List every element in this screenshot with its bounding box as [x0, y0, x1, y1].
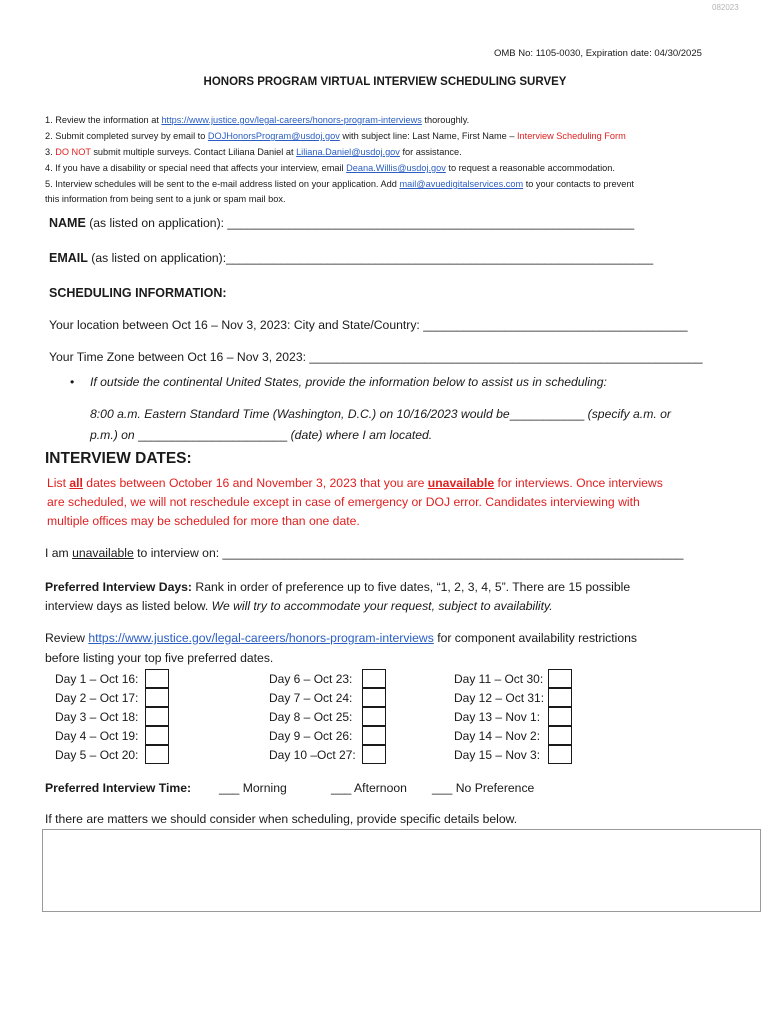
unavailable-emphasis: unavailable — [427, 476, 495, 490]
location-field — [49, 318, 688, 332]
conversion-text: (date) where I am located. — [287, 428, 433, 442]
local-date-input-line[interactable]: ______________________ — [138, 428, 288, 442]
instruction-text: to your contacts to prevent — [523, 179, 634, 189]
instruction-4 — [45, 163, 615, 173]
para-text: dates between October 16 and November 3, 2023 that you are — [82, 476, 428, 490]
preferred-days-line2 — [45, 599, 553, 613]
instruction-text: 3. — [45, 147, 56, 157]
instruction-text: thoroughly. — [421, 115, 470, 125]
honors-interviews-link[interactable]: https://www.justice.gov/legal-careers/honors-program-interviews — [161, 115, 422, 125]
local-time-input-line[interactable]: ___________ — [509, 407, 585, 421]
instruction-text: to request a reasonable accommodation. — [445, 163, 615, 173]
day-label: Day 4 – Oct 19: — [55, 729, 139, 743]
do-not-text: DO NOT — [55, 147, 91, 157]
instruction-5-line2: this information from being sent to a junk or spam mail box. — [45, 194, 286, 204]
day-14-rank-box[interactable] — [548, 726, 572, 745]
liliana-email-link[interactable]: Liliana.Daniel@usdoj.gov — [296, 147, 400, 157]
day-13-rank-box[interactable] — [548, 707, 572, 726]
avue-email-link[interactable]: mail@avuedigitalservices.com — [399, 179, 524, 189]
instruction-text: 1. Review the information at — [45, 115, 162, 125]
instruction-text: 5. Interview schedules will be sent to the e-mail address listed on your application. Add — [45, 179, 400, 189]
preferred-days-label: Preferred Interview Days: — [45, 580, 192, 594]
matters-label: If there are matters we should consider when scheduling, provide specific details below. — [45, 812, 518, 826]
review-line1 — [45, 631, 637, 645]
unavailable-label: I am — [45, 546, 73, 560]
morning-blank[interactable]: ___ — [219, 781, 240, 795]
morning-option[interactable] — [219, 781, 287, 795]
timezone-input-line[interactable]: __________________________________________________________ — [309, 350, 703, 364]
deana-email-link[interactable]: Deana.Willis@usdoj.gov — [346, 163, 446, 173]
location-label: Your location between Oct 16 – Nov 3, 2023: City and State/Country: — [49, 318, 424, 332]
instruction-2 — [45, 131, 626, 141]
timezone-label: Your Time Zone between Oct 16 – Nov 3, 2023: — [49, 350, 310, 364]
instruction-5 — [45, 179, 634, 189]
day-4-rank-box[interactable] — [145, 726, 169, 745]
day-label: Day 9 – Oct 26: — [269, 729, 353, 743]
location-input-line[interactable]: _______________________________________ — [423, 318, 688, 332]
instruction-3 — [45, 147, 462, 157]
day-label: Day 3 – Oct 18: — [55, 710, 139, 724]
interview-dates-para-1 — [47, 476, 663, 490]
instruction-text: 4. If you have a disability or special need that affects your interview, email — [45, 163, 347, 173]
subject-line-text: Interview Scheduling Form — [516, 131, 626, 141]
conversion-text: (specify a.m. or — [584, 407, 671, 421]
conversion-text: 8:00 a.m. Eastern Standard Time (Washington, D.C.) on 10/16/2023 would be — [90, 407, 510, 421]
name-field — [49, 216, 634, 230]
instruction-text: submit multiple surveys. Contact Liliana Daniel at — [90, 147, 297, 157]
review-honors-link[interactable]: https://www.justice.gov/legal-careers/honors-program-interviews — [88, 631, 434, 645]
day-12-rank-box[interactable] — [548, 688, 572, 707]
email-label: EMAIL — [49, 251, 88, 265]
bullet-text: If outside the continental United States, provide the information below to assist us in scheduling: — [90, 375, 607, 389]
afternoon-option[interactable] — [331, 781, 407, 795]
bullet-item — [70, 375, 607, 389]
interview-dates-heading: INTERVIEW DATES: — [45, 450, 192, 467]
day-label: Day 7 – Oct 24: — [269, 691, 353, 705]
day-7-rank-box[interactable] — [362, 688, 386, 707]
name-sublabel: (as listed on application): — [85, 216, 228, 230]
doj-honors-email-link[interactable]: DOJHonorsProgram@usdoj.gov — [207, 131, 340, 141]
all-emphasis: all — [69, 476, 83, 490]
day-11-rank-box[interactable] — [548, 669, 572, 688]
afternoon-blank[interactable]: ___ — [331, 781, 352, 795]
day-15-rank-box[interactable] — [548, 745, 572, 764]
scheduling-heading: SCHEDULING INFORMATION: — [49, 286, 227, 300]
instruction-1 — [45, 115, 469, 125]
para-text: List — [47, 476, 70, 490]
day-label: Day 2 – Oct 17: — [55, 691, 139, 705]
afternoon-label: Afternoon — [351, 781, 407, 795]
day-2-rank-box[interactable] — [145, 688, 169, 707]
bullet-icon: • — [70, 375, 75, 389]
preferred-days-text: interview days as listed below. — [45, 599, 212, 613]
scheduling-details-textbox[interactable] — [42, 829, 761, 912]
interview-dates-para-3: multiple offices may be scheduled for more than one date. — [47, 514, 360, 528]
time-conversion-line2 — [90, 428, 432, 442]
day-3-rank-box[interactable] — [145, 707, 169, 726]
day-10-rank-box[interactable] — [362, 745, 386, 764]
preferred-days-italic: We will try to accommodate your request, subject to availability. — [211, 599, 553, 613]
instruction-text: 2. Submit completed survey by email to — [45, 131, 208, 141]
day-label: Day 8 – Oct 25: — [269, 710, 353, 724]
omb-number: OMB No: 1105-0030, Expiration date: 04/30/2025 — [494, 48, 702, 59]
day-label: Day 15 – Nov 3: — [454, 748, 541, 762]
name-label: NAME — [49, 216, 86, 230]
email-sublabel: (as listed on application): — [87, 251, 227, 265]
unavailable-label: to interview on: — [133, 546, 223, 560]
no-preference-label: No Preference — [452, 781, 535, 795]
day-label: Day 12 – Oct 31: — [454, 691, 545, 705]
no-preference-option[interactable] — [432, 781, 534, 795]
unavailable-field — [45, 546, 683, 560]
page-title: HONORS PROGRAM VIRTUAL INTERVIEW SCHEDULING SURVEY — [203, 76, 567, 88]
email-field — [49, 251, 653, 265]
day-8-rank-box[interactable] — [362, 707, 386, 726]
no-preference-blank[interactable]: ___ — [432, 781, 453, 795]
instruction-text: for assistance. — [399, 147, 462, 157]
morning-label: Morning — [239, 781, 287, 795]
day-label: Day 14 – Nov 2: — [454, 729, 541, 743]
review-line2: before listing your top five preferred dates. — [45, 651, 274, 665]
day-1-rank-box[interactable] — [145, 669, 169, 688]
name-input-line[interactable]: ____________________________________________________________ — [227, 216, 635, 230]
day-label: Day 13 – Nov 1: — [454, 710, 541, 724]
conversion-text: p.m.) on — [90, 428, 139, 442]
interview-dates-para-2: are scheduled, we will not reschedule except in case of emergency or DOJ error. Candidates interviewing with — [47, 495, 640, 509]
para-text: for interviews. Once interviews — [494, 476, 663, 490]
form-code: 082023 — [712, 3, 739, 12]
day-5-rank-box[interactable] — [145, 745, 169, 764]
day-label: Day 6 – Oct 23: — [269, 672, 353, 686]
unavailable-underlined: unavailable — [72, 546, 134, 560]
review-text: Review — [45, 631, 89, 645]
day-9-rank-box[interactable] — [362, 726, 386, 745]
timezone-field — [49, 350, 703, 364]
day-label: Day 10 –Oct 27: — [269, 748, 356, 762]
preferred-time-label: Preferred Interview Time: — [45, 781, 192, 795]
day-6-rank-box[interactable] — [362, 669, 386, 688]
instruction-text: with subject line: Last Name, First Name – — [339, 131, 517, 141]
day-label: Day 1 – Oct 16: — [55, 672, 139, 686]
day-label: Day 11 – Oct 30: — [454, 672, 544, 686]
day-label: Day 5 – Oct 20: — [55, 748, 139, 762]
preferred-days-text: Rank in order of preference up to five dates, “1, 2, 3, 4, 5”. There are 15 possible — [192, 580, 631, 594]
preferred-days-line1 — [45, 580, 630, 594]
email-input-line[interactable]: _______________________________________________________________ — [226, 251, 654, 265]
time-conversion-line1 — [90, 407, 671, 421]
review-text: for component availability restrictions — [433, 631, 638, 645]
unavailable-input-line[interactable]: ____________________________________________________________________ — [222, 546, 684, 560]
